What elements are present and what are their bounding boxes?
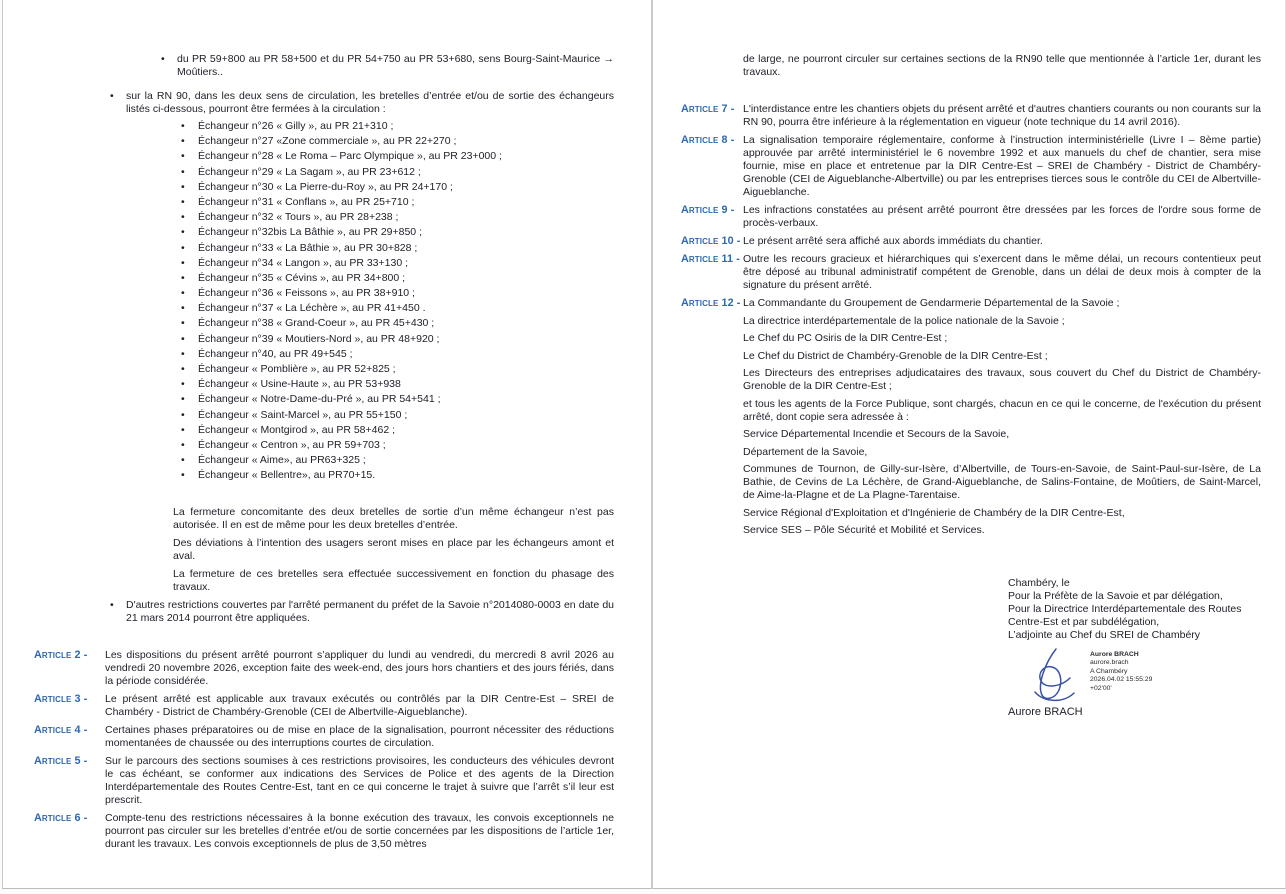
article-text: Sur le parcours des sections soumises à ces restrictions provisoires, les conducteurs des véhicules devront le cas échéant, se conformer aux indications des Services de Police et des agents de la Direction Interdépartementale des Routes Centre-Est, tant en ce qui concerne le trajet à suivre que l’arrêt s’il leur est prescrit.	[105, 755, 614, 807]
article-text: Outre les recours gracieux et hiérarchiques qui s’exercent dans le même délai, un recours contentieux peut être déposé au tribunal administratif compétent de Grenoble, dans un délai de deux mois à compter de la signature du présent arrêté.	[743, 253, 1261, 291]
article12-paragraph: et tous les agents de la Force Publique, sont chargés, chacun en ce qui le concerne, de l'exécution du présent arrêté, dont copie sera adressée à :	[743, 397, 1261, 423]
article-text: Les infractions constatées au présent arrêté pourront être dressées par les forces de l'ordre sous forme de procès-verbaux.	[743, 204, 1261, 229]
echangeur-item	[181, 333, 614, 346]
bullet-icon: •	[110, 599, 114, 612]
echangeur-item	[181, 454, 614, 467]
signature-line: Pour la Directrice Interdépartementale des Routes	[1008, 603, 1242, 615]
echangeur-text: Échangeur n°31 « Conflans », au PR 25+710 ;	[198, 195, 415, 208]
article-row	[681, 253, 1261, 292]
article-label: Article 9 -	[681, 204, 735, 216]
echangeur-text: Échangeur n°30 « La Pierre-du-Roy », au PR 24+170 ;	[198, 180, 453, 193]
stamp-line: +02'00'	[1090, 684, 1112, 692]
signature-line: Pour la Préfète de la Savoie et par délégation,	[1008, 590, 1223, 602]
article-text: Les dispositions du présent arrêté pourront s’appliquer du lundi au vendredi, du mercredi 8 avril 2026 au vendredi 20 novembre 2026, exception faite des week-end, des jours hors chantiers et des jours fériés, dans la période considérée.	[105, 649, 614, 688]
closing-paragraph: Des déviations à l’intention des usagers seront mises en place par les échangeurs amont et aval.	[173, 537, 614, 563]
articles-left	[34, 649, 614, 851]
bullet-icon: •	[181, 226, 185, 239]
echangeur-item	[181, 378, 614, 391]
article-row	[34, 693, 614, 719]
article12-paragraph: Service Départemental Incendie et Secours de la Savoie,	[743, 428, 1010, 440]
stamp-line: A Chambéry	[1090, 667, 1128, 675]
bullet-icon: •	[181, 287, 185, 300]
echangeur-text: Échangeur « Pomblière », au PR 52+825 ;	[198, 363, 396, 375]
echangeur-text: Échangeur n°33 « La Bâthie », au PR 30+828 ;	[198, 241, 418, 254]
pr-range-bullet	[161, 53, 614, 79]
bullet-icon: •	[181, 271, 185, 284]
article12-paragraph: Le Chef du District de Chambéry-Grenoble de la DIR Centre-Est ;	[743, 349, 1048, 362]
bullet-icon: •	[181, 438, 185, 451]
article-row	[34, 649, 614, 688]
bullet-icon: •	[181, 135, 185, 148]
echangeur-item	[181, 348, 614, 361]
article-label: Article 3 -	[34, 693, 88, 706]
echangeur-item	[181, 150, 614, 163]
echangeur-item	[181, 409, 614, 422]
article-row	[681, 204, 1261, 230]
article-row	[681, 235, 1261, 248]
bullet-icon: •	[181, 393, 185, 406]
echangeur-item	[181, 439, 614, 452]
article-row-12	[681, 297, 1261, 537]
article12-paragraph: Les Directeurs des entreprises adjudicataires des travaux, sous couvert du Chef du District de Chambéry-Grenoble de la DIR Centre-Est ;	[743, 367, 1261, 392]
bullet-icon: •	[181, 180, 185, 193]
article-row	[681, 103, 1261, 129]
echangeur-text: Échangeur n°32 « Tours », au PR 28+238 ;	[198, 211, 399, 224]
echangeur-item	[181, 242, 614, 255]
signer-name: Aurore BRACH	[1008, 706, 1083, 718]
bullet-icon: •	[181, 256, 185, 269]
echangeur-item	[181, 181, 614, 194]
stamp-text	[1090, 645, 1152, 693]
signature-line: L’adjointe au Chef du SREI de Chambéry	[1008, 629, 1201, 641]
article-row	[34, 724, 614, 750]
stamp-line: aurore.brach	[1090, 659, 1129, 667]
bullet-icon: •	[181, 454, 185, 467]
echangeur-text: Échangeur n°34 « Langon », au PR 33+130 ;	[198, 256, 408, 269]
bullet-icon: •	[161, 53, 165, 65]
page-left	[2, 0, 651, 889]
echangeur-text: Échangeur n°37 « La Léchère », au PR 41+450 .	[198, 302, 426, 315]
signature-line: Chambéry, le	[1008, 577, 1070, 589]
article-text	[743, 297, 1261, 537]
echangeur-text: Échangeur n°27 «Zone commerciale », au PR 22+270 ;	[198, 135, 457, 148]
echangeur-text: Échangeur « Centron », au PR 59+703 ;	[198, 438, 386, 451]
article-label: Article 12 -	[681, 297, 741, 309]
article-text: Le présent arrêté sera affiché aux abords immédiats du chantier.	[743, 235, 1043, 247]
echangeur-item	[181, 469, 614, 482]
bullet-icon: •	[181, 211, 185, 224]
echangeur-text: Échangeur n°40, au PR 49+545 ;	[198, 347, 353, 360]
article12-paragraph: Service Régional d'Exploitation et d'Ingénierie de Chambéry de la DIR Centre-Est,	[743, 506, 1125, 519]
restrictions-bullet	[110, 599, 614, 625]
article-label: Article 10 -	[681, 235, 741, 247]
echangeur-text: Échangeur « Aime», au PR63+325 ;	[198, 454, 366, 467]
echangeur-text: Échangeur « Montgirod », au PR 58+462 ;	[198, 423, 396, 436]
bullet-icon: •	[181, 347, 185, 360]
article-label: Article 8 -	[681, 134, 735, 146]
stamp-line: 2026.04.02 15:55:29	[1090, 676, 1153, 684]
article-row	[34, 755, 614, 807]
article-text: Compte-tenu des restrictions nécessaires à la bonne exécution des travaux, les convois exceptionnels ne pourront pas circuler sur les bretelles d’entrée et/ou de sortie concernées par les dispositions de l’article 1er, durant les travaux. Les convois exceptionnels de plus de 3,50 mètres	[105, 812, 614, 851]
echangeur-item	[181, 424, 614, 437]
echangeur-item	[181, 135, 614, 148]
echangeur-item	[181, 120, 614, 133]
echangeur-text: Échangeur n°38 « Grand-Coeur », au PR 45+430 ;	[198, 317, 435, 330]
echangeur-text: Échangeur n°29 « La Sagam », au PR 23+612 ;	[198, 165, 421, 178]
article12-paragraph: Communes de Tournon, de Gilly-sur-Isère, d’Albertville, de Tours-en-Savoie, de Saint-Paul-sur-Isère, de La Bathie, de Cevins de La Léchère, de Grand-Aigueblanche, de Salins-Fontaine, de Moûtiers, de Saint-Marcel, de Aime-la-Plagne et de La Plagne-Tarentaise.	[743, 463, 1261, 501]
bullet-icon: •	[110, 90, 114, 102]
rn90-intro-text: sur la RN 90, dans les deux sens de circulation, les bretelles d’entrée et/ou de sortie des échangeurs listés ci-dessous, pourront être fermées à la circulation :	[126, 90, 614, 115]
echangeur-text: Échangeur n°36 « Feissons », au PR 38+910 ;	[198, 287, 415, 300]
echangeur-text: Échangeur « Saint-Marcel », au PR 55+150 ;	[198, 408, 408, 421]
echangeur-item	[181, 257, 614, 270]
article-row	[34, 812, 614, 851]
echangeur-item	[181, 226, 614, 239]
echangeur-text: Échangeur n°39 « Moutiers-Nord », au PR 48+920 ;	[198, 332, 440, 345]
bullet-icon: •	[181, 363, 185, 375]
article-label: Article 5 -	[34, 755, 88, 768]
echangeur-item	[181, 317, 614, 330]
pr-range-text: du PR 59+800 au PR 58+500 et du PR 54+750 au PR 53+680, sens Bourg-Saint-Maurice → Moûtiers..	[177, 53, 614, 78]
echangeur-text: Échangeur n°35 « Cévins », au PR 34+800 ;	[198, 271, 406, 284]
bullet-icon: •	[181, 302, 185, 315]
article-text: Le présent arrêté est applicable aux travaux exécutés ou contrôlés par la DIR Centre-Est – SREI de Chambéry - District de Chambéry-Grenoble (CEI de Albertville-Aigueblanche).	[105, 693, 614, 719]
rn90-bullet	[110, 90, 614, 116]
article-label: Article 7 -	[681, 103, 735, 115]
echangeur-item	[181, 272, 614, 285]
echangeur-item	[181, 166, 614, 179]
echangeur-text: Échangeur « Bellentre», au PR70+15.	[198, 469, 376, 482]
echangeur-text: Échangeur n°28 « Le Roma – Parc Olympique », au PR 23+000 ;	[198, 150, 502, 163]
closing-paragraph: La fermeture de ces bretelles sera effectuée successivement en fonction du phasage des travaux.	[173, 568, 614, 594]
page-right	[653, 0, 1286, 889]
signature-stamp	[1028, 645, 1260, 703]
echangeur-item	[181, 302, 614, 315]
echangeur-item	[181, 287, 614, 300]
bullet-icon: •	[181, 241, 185, 254]
bullet-icon: •	[181, 120, 185, 132]
echangeur-item	[181, 196, 614, 209]
article-text: L'interdistance entre les chantiers objets du présent arrêté et d'autres chantiers courants ou non courants sur la RN 90, pourra être inférieure à la réglementation en vigueur (note technique du 14 avril 2016).	[743, 103, 1261, 128]
echangeur-text: Échangeur n°32bis La Bâthie », au PR 29+850 ;	[198, 226, 422, 239]
bullet-icon: •	[181, 195, 185, 208]
echangeur-text: Échangeur n°26 « Gilly », au PR 21+310 ;	[198, 120, 394, 132]
signature-block	[1008, 577, 1260, 719]
echangeur-text: Échangeur « Usine-Haute », au PR 53+938	[198, 378, 401, 391]
article-row	[681, 134, 1261, 199]
bullet-icon: •	[181, 423, 185, 436]
echangeur-list	[181, 120, 614, 482]
signature-line: Centre-Est et par subdélégation,	[1008, 616, 1160, 628]
echangeur-item	[181, 393, 614, 406]
article-text: La signalisation temporaire réglementaire, conforme à l’instruction interministérielle (Livre I – 8ème partie) approuvée par arrêté interministériel le 6 novembre 1992 et aux manuels du chef de chantier, sera mise fournie, mise en place et entretenue par la DIR Centre-Est – SREI de Chambéry - District de Chambéry-Grenoble (CEI de Aigueblanche-Albertville) ou par les entreprises tierces sous le contrôle du CEI de Albertville-Aigueblanche.	[743, 134, 1261, 198]
echangeur-item	[181, 211, 614, 224]
continuation-paragraph: de large, ne pourront circuler sur certaines sections de la RN90 telle que mentionnée à l’article 1er, durant les travaux.	[743, 53, 1261, 78]
article-label: Article 11 -	[681, 253, 740, 265]
article12-paragraph: Service SES – Pôle Sécurité et Mobilité et Services.	[743, 524, 985, 536]
bullet-icon: •	[181, 165, 185, 178]
restrictions-text: D'autres restrictions couvertes par l'arrêté permanent du préfet de la Savoie n°2014080-0003 en date du 21 mars 2014 pourront être appliquées.	[126, 599, 614, 625]
closing-paragraph: La fermeture concomitante des deux bretelles de sortie d’un même échangeur n’est pas autorisée. Il en est de même pour les deux bretelles d’entrée.	[173, 506, 614, 532]
article-label: Article 2 -	[34, 649, 88, 662]
bullet-icon: •	[181, 408, 185, 421]
articles-right	[681, 103, 1261, 537]
echangeur-text: Échangeur « Notre-Dame-du-Pré », au PR 54+541 ;	[198, 393, 441, 406]
article12-paragraph: Département de la Savoie,	[743, 445, 868, 458]
article-label: Article 4 -	[34, 724, 88, 737]
article-label: Article 6 -	[34, 812, 88, 825]
bullet-icon: •	[181, 317, 185, 330]
article12-paragraph: La Commandante du Groupement de Gendarmerie Départemental de la Savoie ;	[743, 297, 1120, 309]
bullet-icon: •	[181, 378, 185, 391]
article12-paragraph: Le Chef du PC Osiris de la DIR Centre-Est ;	[743, 332, 948, 344]
article12-paragraph: La directrice interdépartementale de la police nationale de la Savoie ;	[743, 314, 1065, 327]
echangeur-item	[181, 363, 614, 376]
handwritten-signature-icon	[1028, 645, 1080, 703]
bullet-icon: •	[181, 150, 185, 163]
stamp-line: Aurore BRACH	[1090, 651, 1139, 658]
article-text: Certaines phases préparatoires ou de mise en place de la signalisation, pourront nécessiter des réductions momentanées de chaussée ou des interruptions courtes de circulation.	[105, 724, 614, 750]
bullet-icon: •	[181, 469, 185, 482]
bullet-icon: •	[181, 332, 185, 345]
